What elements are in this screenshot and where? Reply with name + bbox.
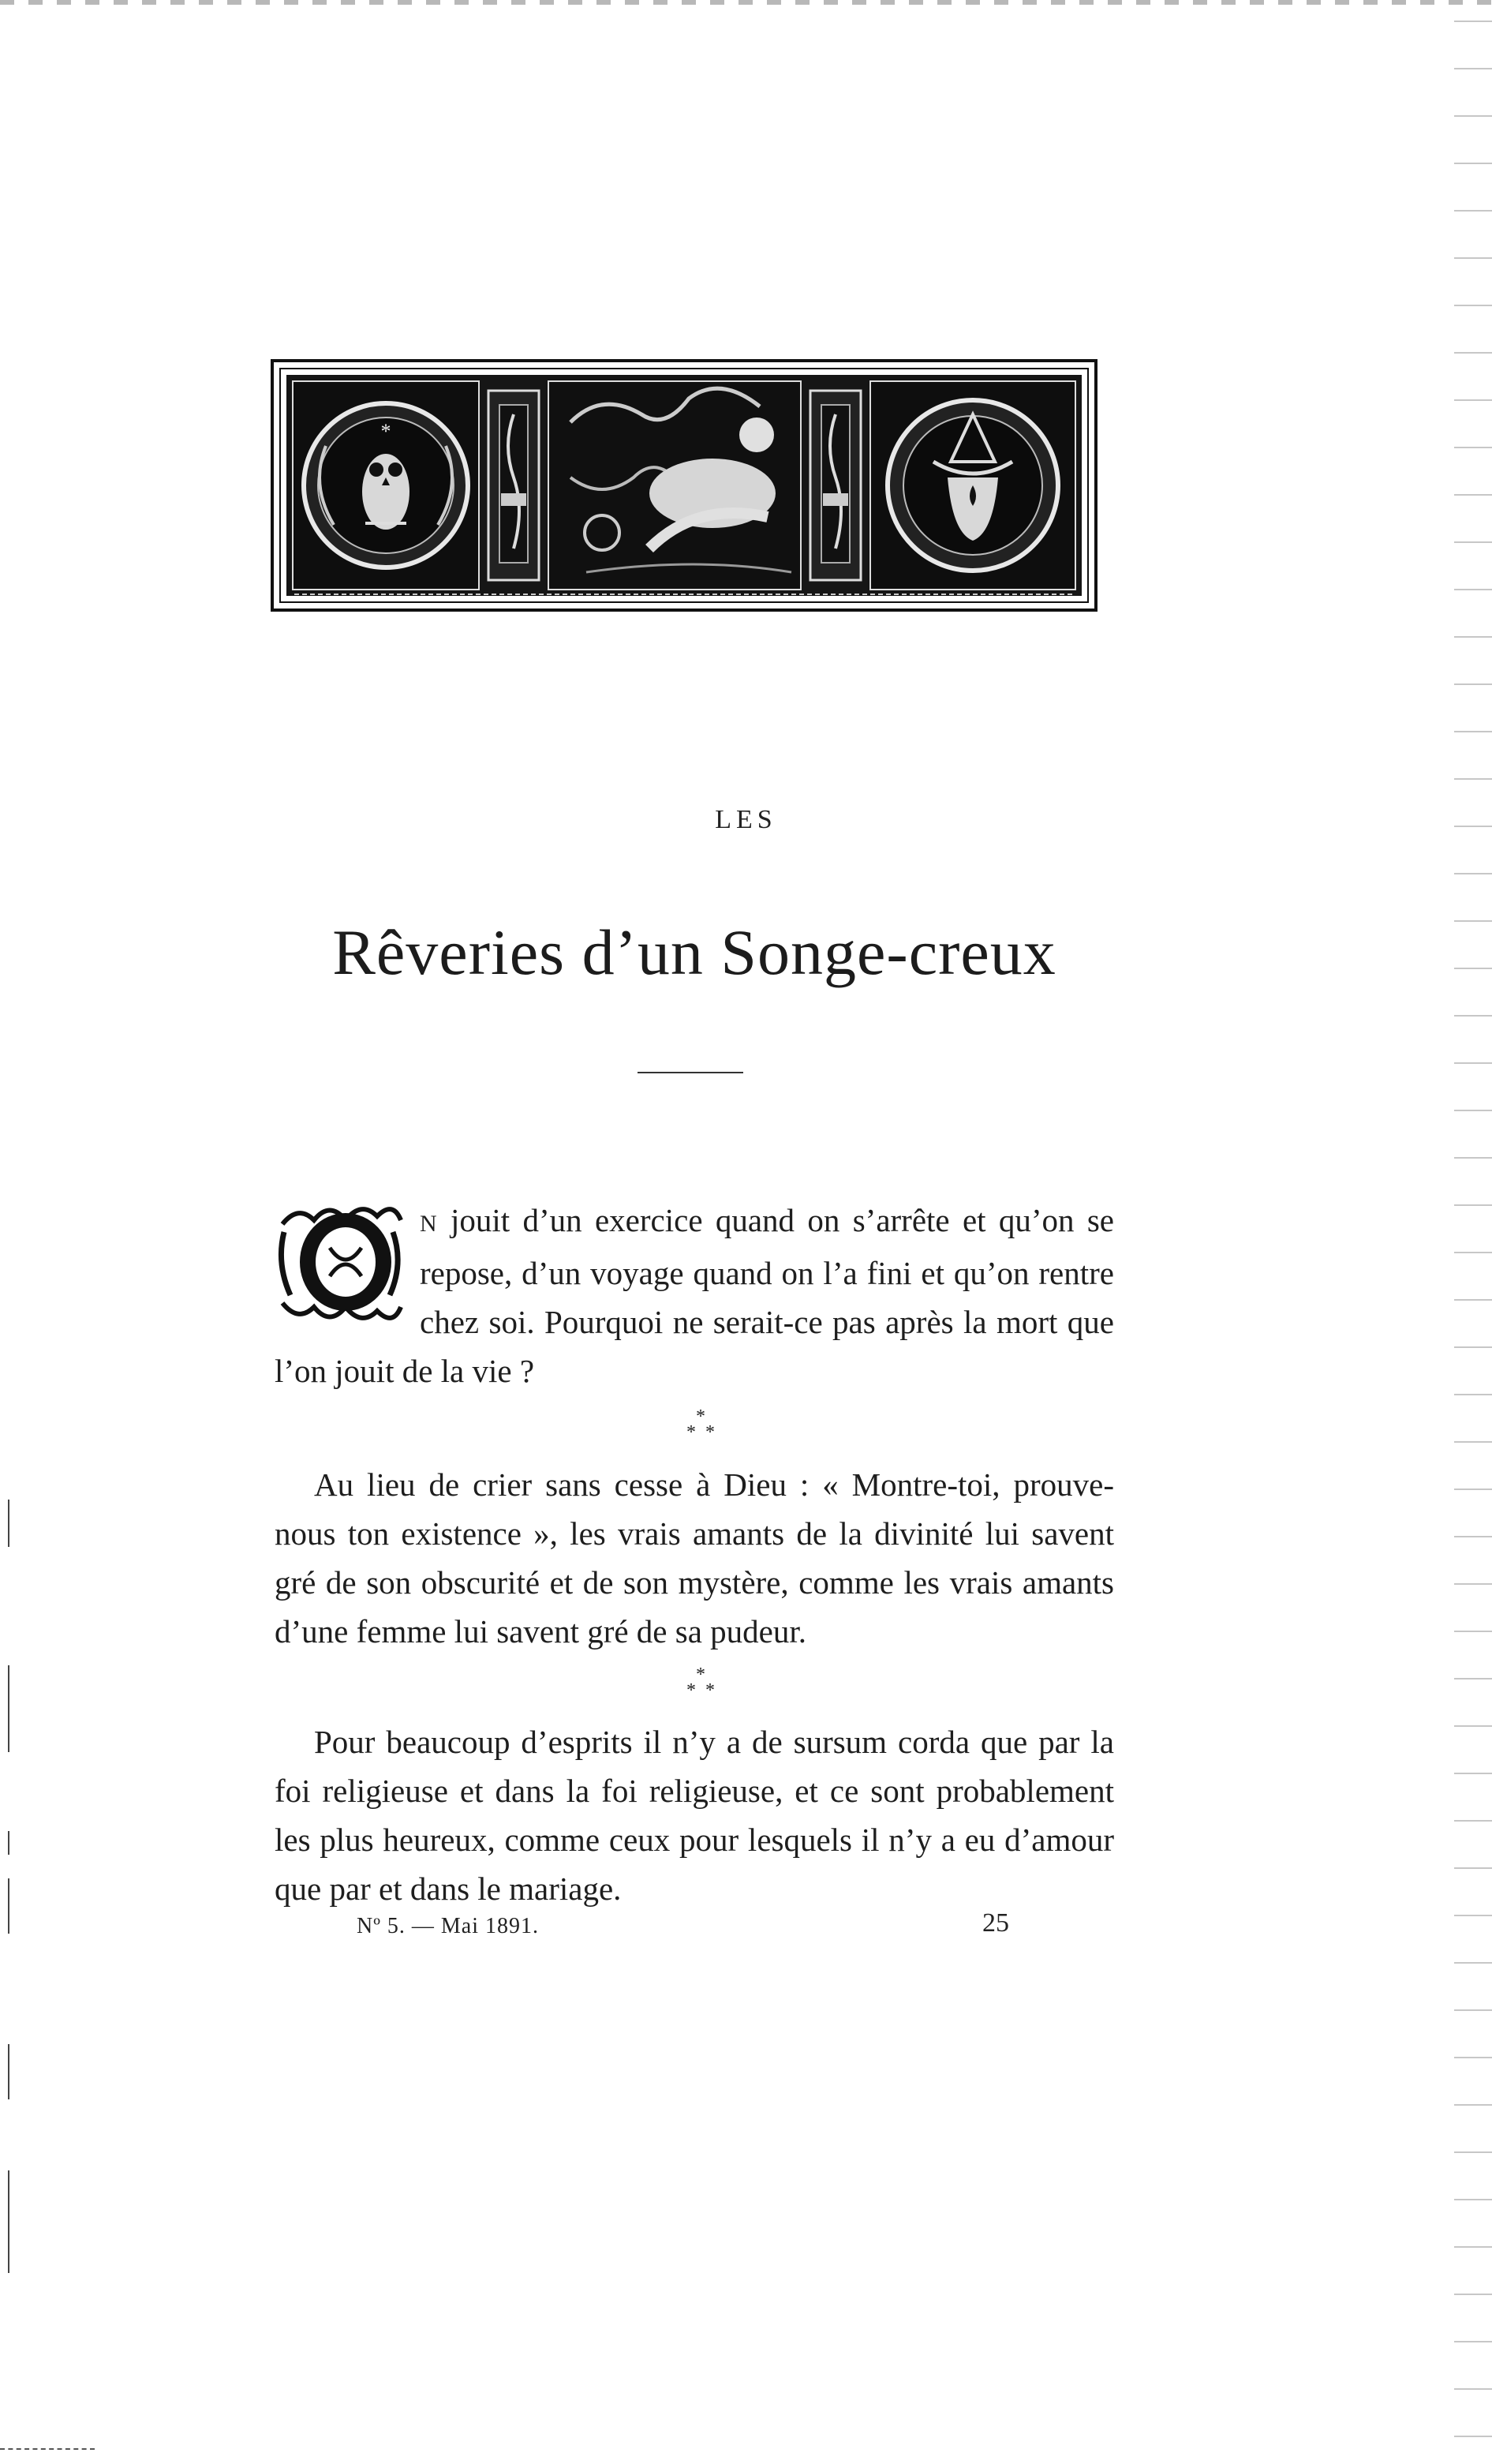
reclining-figure-icon — [548, 381, 801, 590]
lamp-medallion-icon — [870, 381, 1075, 590]
scan-margin-mark — [8, 1665, 9, 1752]
asterism-separator — [677, 1667, 724, 1703]
paragraph-2-text: Au lieu de crier sans cesse à Dieu : « Montre-toi, prouve-nous ton existence », les vrais amants de la divinité lui savent gré de son obscurité et de son mystère, comme les vrais amants d’une femme lui savent gré de sa pudeur. — [275, 1466, 1114, 1650]
asterism-bottom-stars: ** — [686, 1422, 724, 1443]
article-title: Rêveries d’un Songe-creux — [332, 916, 1056, 988]
scan-margin-mark — [8, 1831, 9, 1855]
scan-edge-right — [1454, 0, 1492, 2464]
scan-margin-mark — [8, 2044, 9, 2099]
paragraph-3 — [275, 1717, 1114, 1913]
asterism-top-star: * — [696, 1665, 705, 1685]
paragraph-1 — [275, 1196, 1114, 1395]
scan-margin-mark — [8, 1500, 9, 1547]
paragraph-2 — [275, 1460, 1114, 1656]
asterism-top-star: * — [696, 1406, 705, 1427]
headpiece-ornament — [271, 359, 1097, 612]
smallcap-letter: N — [420, 1211, 438, 1237]
page-number: 25 — [982, 1908, 1009, 1938]
issue-footer: Nº 5. — Mai 1891. — [357, 1914, 540, 1938]
article-sup-title: LES — [715, 805, 777, 834]
scan-margin-mark — [8, 1878, 9, 1934]
title-rule — [638, 1072, 743, 1073]
scan-edge-top — [0, 0, 1492, 5]
scan-margin-mark — [8, 2170, 9, 2273]
asterism-bottom-stars: ** — [686, 1680, 724, 1701]
paragraph-3-text: Pour beaucoup d’esprits il n’y a de sursum corda que par la foi religieuse et dans la foi religieuse, et ce sont probablement les plus heureux, comme ceux pour lesquels il n’y a eu d’amour que par et dans le mariage. — [275, 1724, 1114, 1907]
svg-text:*: * — [380, 420, 391, 443]
asterism-separator — [677, 1406, 724, 1445]
scan-edge-bottom — [0, 2448, 95, 2450]
paragraph-1-text: jouit d’un exercice quand on s’arrête et qu’on se repose, d’un voyage quand on l’a fini et qu’on rentre chez soi. Pourquoi ne serait-ce pas après la mort que l’on jouit de la vie ? — [275, 1202, 1114, 1389]
ornamental-dropcap-icon — [275, 1200, 409, 1320]
owl-medallion-icon — [293, 381, 479, 590]
